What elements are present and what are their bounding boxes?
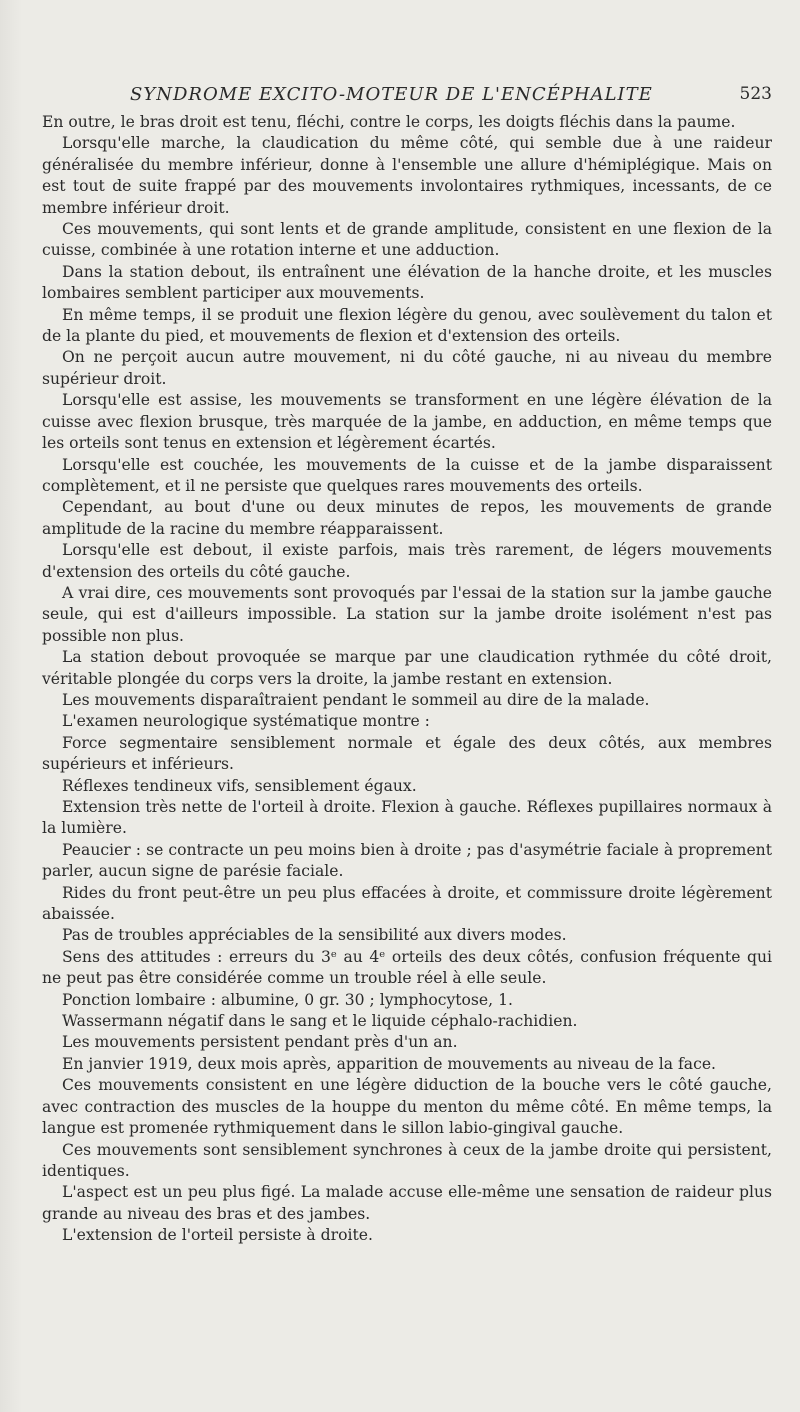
paragraph: Peaucier : se contracte un peu moins bien à droite ; pas d'asymétrie faciale à proprement parler, aucun signe de parésie faciale.: [42, 840, 772, 881]
paragraph: L'aspect est un peu plus figé. La malade accuse elle-même une sensation de raideur plus grande au niveau des bras et des jambes.: [42, 1183, 772, 1223]
paragraph: Cependant, au bout d'une ou deux minutes de repos, les mouvements de grande amplitude de la racine du membre réapparaissent.: [42, 498, 772, 538]
paragraph: L'extension de l'orteil persiste à droite.: [62, 1226, 373, 1245]
paragraph: Force segmentaire sensiblement normale et égale des deux côtés, aux membres supérieurs et inférieurs.: [42, 733, 772, 774]
paragraph: Ponction lombaire : albumine, 0 gr. 30 ; lymphocytose, 1.: [62, 990, 513, 1009]
paragraph: Réflexes tendineux vifs, sensiblement égaux.: [62, 776, 417, 795]
paragraph: Lorsqu'elle est couchée, les mouvements de la cuisse et de la jambe disparaissent complètement, et il ne persiste que quelques rares mouvements des orteils.: [42, 455, 772, 495]
paragraph: Lorsqu'elle est debout, il existe parfois, mais très rarement, de légers mouvements d'extension des orteils du côté gauche.: [42, 541, 772, 581]
paragraph: On ne perçoit aucun autre mouvement, ni du côté gauche, ni au niveau du membre supérieur droit.: [42, 348, 772, 388]
paragraph: Wassermann négatif dans le sang et le liquide céphalo-rachidien.: [62, 1012, 578, 1031]
paragraph: En outre, le bras droit est tenu, fléchi, contre le corps, les doigts fléchis dans la paume.: [42, 113, 736, 131]
paragraph: Les mouvements persistent pendant près d'un an.: [62, 1033, 458, 1052]
paragraph: Lorsqu'elle est assise, les mouvements se transforment en une légère élévation de la cuisse avec flexion brusque, très marquée de la jambe, en adduction, en même temps que les orteils sont tenus en extension et légèrement écartés.: [42, 391, 772, 453]
paragraph: Ces mouvements sont sensiblement synchrones à ceux de la jambe droite qui persistent, identiques.: [42, 1140, 772, 1180]
paragraph: Les mouvements disparaîtraient pendant le sommeil au dire de la malade.: [62, 690, 650, 709]
paragraph: L'examen neurologique systématique montre :: [62, 712, 430, 731]
paragraph: Ces mouvements, qui sont lents et de grande amplitude, consistent en une flexion de la cuisse, combinée à une rotation interne et une adduction.: [42, 220, 772, 260]
paragraph: Extension très nette de l'orteil à droite. Flexion à gauche. Réflexes pupillaires normaux à la lumière.: [42, 798, 772, 838]
paragraph: Rides du front peut-être un peu plus effacées à droite, et commissure droite légèrement abaissée.: [42, 883, 772, 924]
page-number: 523: [739, 84, 772, 104]
paragraph: Ces mouvements consistent en une légère diduction de la bouche vers le côté gauche, avec contraction des muscles de la houppe du menton du même côté. En même temps, la langue est promenée rythmiquement dans le sillon labio-gingival gauche.: [42, 1076, 772, 1138]
page-header: [42, 78, 772, 112]
paragraph: Lorsqu'elle marche, la claudication du même côté, qui semble due à une raideur généralisée du membre inférieur, donne à l'ensemble une allure d'hémiplégique. Mais on est tout de suite frappé par des mouvements involontaires rythmiques, incessants, de ce membre inférieur droit.: [42, 134, 772, 217]
body-text: [42, 112, 772, 1247]
paragraph: A vrai dire, ces mouvements sont provoqués par l'essai de la station sur la jambe gauche seule, qui est d'ailleurs impossible. La station sur la jambe droite isolément n'est pas possible non plus.: [42, 583, 772, 645]
running-title: SYNDROME EXCITO-MOTEUR DE L'ENCÉPHALITE: [130, 84, 653, 105]
paragraph: Sens des attitudes : erreurs du 3ᵉ au 4ᵉ orteils des deux côtés, confusion fréquente qui ne peut pas être considérée comme un trouble réel à elle seule.: [42, 947, 772, 988]
paragraph: La station debout provoquée se marque par une claudication rythmée du côté droit, véritable plongée du corps vers la droite, la jambe restant en extension.: [42, 648, 772, 688]
paragraph: Pas de troubles appréciables de la sensibilité aux divers modes.: [62, 926, 567, 945]
paragraph: En janvier 1919, deux mois après, apparition de mouvements au niveau de la face.: [62, 1054, 717, 1073]
paragraph: Dans la station debout, ils entraînent une élévation de la hanche droite, et les muscles lombaires semblent participer aux mouvements.: [42, 262, 772, 303]
paragraph: En même temps, il se produit une flexion légère du genou, avec soulèvement du talon et de la plante du pied, et mouvements de flexion et d'extension des orteils.: [42, 305, 772, 346]
